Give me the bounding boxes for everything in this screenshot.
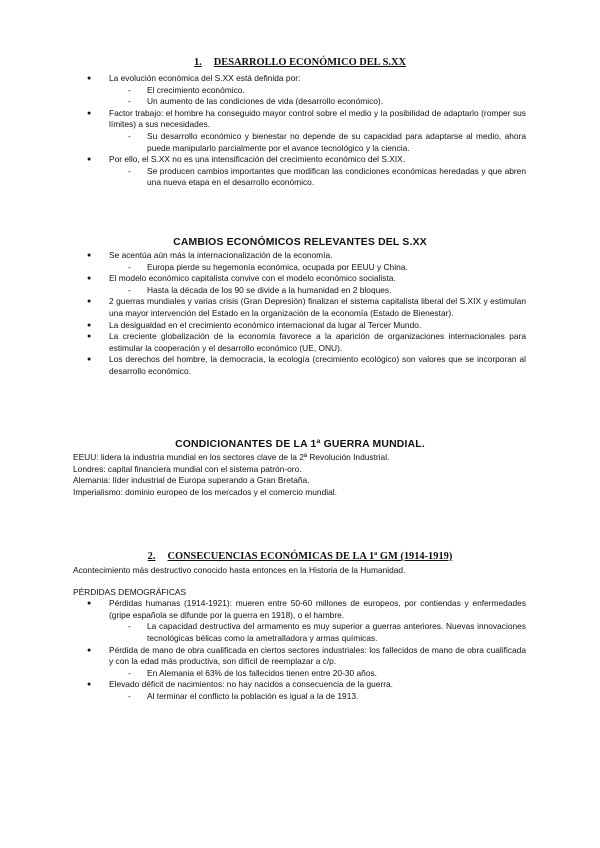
cambios-heading: CAMBIOS ECONÓMICOS RELEVANTES DEL S.XX — [173, 237, 427, 248]
section-1-title: DESARROLLO ECONÓMICO DEL S.XX — [213, 57, 407, 68]
section-2-list — [0, 598, 600, 702]
dash-icon: - — [128, 690, 131, 701]
bullet-icon: ● — [87, 356, 92, 364]
condicionantes-section — [0, 439, 600, 498]
list-item — [0, 354, 600, 377]
bullet-icon: ● — [87, 109, 92, 117]
dash-icon: - — [128, 130, 131, 141]
dash-icon: - — [128, 96, 131, 107]
sub-list-item-text: Hasta la década de los 90 se divide a la humanidad en 2 bloques. — [147, 284, 392, 295]
dash-icon: - — [128, 667, 131, 678]
list-item-text: La desigualdad en el crecimiento económico internacional da lugar al Tercer Mundo. — [109, 319, 422, 330]
list-item-text: Pérdida de mano de obra cualificada en ciertos sectores industriales: los fallecidos de mano de obra cualificada y con la edad más productiva, son difícil de reemplazar a c/p. — [109, 644, 526, 667]
sub-list — [0, 691, 600, 703]
sub-list-item-text: Europa pierde su hegemonía económica, ocupada por EEUU y China. — [147, 261, 408, 272]
bullet-icon: ● — [87, 321, 92, 329]
sub-list-item — [0, 131, 600, 154]
bullet-icon: ● — [87, 333, 92, 341]
condicionantes-line: EEUU: lidera la industria mundial en los sectores clave de la 2ª Revolución Industrial. — [73, 452, 390, 462]
bullet-icon: ● — [87, 298, 92, 306]
dash-icon: - — [128, 261, 131, 272]
bullet-icon: ● — [87, 681, 92, 689]
condicionantes-heading: CONDICIONANTES DE LA 1ª GUERRA MUNDIAL. — [175, 439, 425, 450]
list-item-text: Elevado déficit de nacimientos: no hay nacidos a consecuencia de la guerra. — [109, 679, 393, 690]
sub-list-item — [0, 691, 600, 703]
list-item — [0, 250, 600, 262]
section-1-list — [0, 73, 600, 189]
list-item — [0, 273, 600, 285]
section-2-title: CONSECUENCIAS ECONÓMICAS DE LA 1ª GM (1914-1919) — [167, 551, 453, 562]
bullet-icon: ● — [87, 252, 92, 259]
list-item — [0, 73, 600, 85]
sub-list-item-text: La capacidad destructiva del armamento es muy superior a guerras anteriores. Nuevas innovaciones tecnológicas bélicas como la ametralladora y armas químicas. — [147, 621, 526, 643]
dash-icon: - — [128, 621, 131, 632]
cambios-section — [0, 237, 600, 378]
list-item-text: Pérdidas humanas (1914-1921): mueren entre 50-60 millones de europeos, por contiendas y enfermedades (gripe española se difunde por la guerra en 1918), o el hambre. — [109, 598, 526, 620]
list-item-text: El modelo económico capitalista convive con el modelo económico socialista. — [109, 273, 396, 284]
list-item-text: La creciente globalización de la economía favorece a la aparición de organizaciones internacionales para estimular la cooperación y el desarrollo económico (UE, ONU). — [109, 331, 526, 353]
section-2-intro: Acontecimiento más destructivo conocido hasta entonces en la Historia de la Humanidad. — [73, 565, 406, 575]
condicionantes-line: Londres: capital financiera mundial con el sistema patrón-oro. — [73, 463, 302, 474]
sub-list-item-text: En Alemania el 63% de los fallecidos tienen entre 20-30 años. — [147, 667, 377, 678]
list-item-text: La evolución económica del S.XX está definida por: — [109, 73, 301, 83]
condicionantes-line: Alemania: líder industrial de Europa superando a Gran Bretaña. — [73, 475, 310, 486]
bullet-icon: ● — [87, 75, 92, 82]
section-1 — [0, 57, 600, 189]
list-item-text: Se acentúa aún más la internacionalización de la economía. — [109, 250, 333, 260]
sub-list-item-text: Se producen cambios importantes que modifican las condiciones económicas heredadas y que abren una nueva etapa en el desarrollo económico. — [147, 165, 526, 188]
list-item — [0, 679, 600, 691]
bullet-icon: ● — [87, 275, 92, 283]
list-item — [0, 154, 600, 166]
bullet-icon: ● — [87, 600, 92, 608]
list-item — [0, 320, 600, 332]
sub-list — [0, 85, 600, 108]
section-1-number: 1. — [193, 57, 202, 68]
list-item — [0, 108, 600, 131]
section-1-heading — [0, 57, 600, 68]
section-2 — [0, 551, 600, 703]
dash-icon: - — [128, 165, 131, 176]
dash-icon: - — [128, 84, 131, 95]
sub-list-item — [0, 262, 600, 274]
sub-list-item — [0, 621, 600, 644]
bullet-icon: ● — [87, 156, 92, 164]
sub-list — [0, 131, 600, 154]
cambios-list — [0, 250, 600, 378]
perdidas-subheading: PÉRDIDAS DEMOGRÁFICAS — [73, 586, 187, 597]
list-item-text: 2 guerras mundiales y varias crisis (Gran Depresión) finalizan el sistema capitalista liberal del S.XIX y estimulan una mayor intervención del Estado en la organización de la economía (Estado de Bienestar). — [109, 296, 526, 318]
sub-list-item-text: Su desarrollo económico y bienestar no depende de su capacidad para adaptarse al medio, ahora puede manipularlo parcialmente por el avance tecnológico y la ciencia. — [147, 130, 526, 153]
section-2-number: 2. — [147, 551, 156, 562]
list-item — [0, 331, 600, 354]
list-item-text: Por ello, el S.XX no es una intensificación del crecimiento económico del S.XIX. — [109, 154, 406, 165]
sub-list-item — [0, 668, 600, 680]
sub-list — [0, 285, 600, 297]
list-item — [0, 645, 600, 668]
sub-list — [0, 668, 600, 680]
bullet-icon: ● — [87, 646, 92, 654]
condicionantes-line: Imperialismo: dominio europeo de los mercados y el comercio mundial. — [73, 486, 337, 497]
list-item — [0, 296, 600, 319]
section-2-heading — [0, 551, 600, 562]
sub-list — [0, 621, 600, 644]
sub-list-item-text: Al terminar el conflicto la población es igual a la de 1913. — [147, 690, 359, 701]
dash-icon: - — [128, 284, 131, 295]
sub-list — [0, 262, 600, 274]
sub-list-item — [0, 96, 600, 108]
list-item-text: Factor trabajo: el hombre ha conseguido mayor control sobre el medio y la posibilidad de adaptarlo (romper sus límites) a sus necesidades. — [109, 107, 526, 130]
sub-list-item — [0, 166, 600, 189]
sub-list — [0, 166, 600, 189]
sub-list-item — [0, 285, 600, 297]
sub-list-item-text: Un aumento de las condiciones de vida (desarrollo económico). — [147, 96, 384, 107]
list-item-text: Los derechos del hombre, la democracia, la ecología (crecimiento ecológico) son valores que se incorporan al desarrollo económico. — [109, 354, 526, 376]
sub-list-item — [0, 85, 600, 97]
sub-list-item-text: El crecimiento económico. — [147, 84, 245, 95]
condicionantes-lines — [0, 452, 600, 498]
list-item — [0, 598, 600, 621]
